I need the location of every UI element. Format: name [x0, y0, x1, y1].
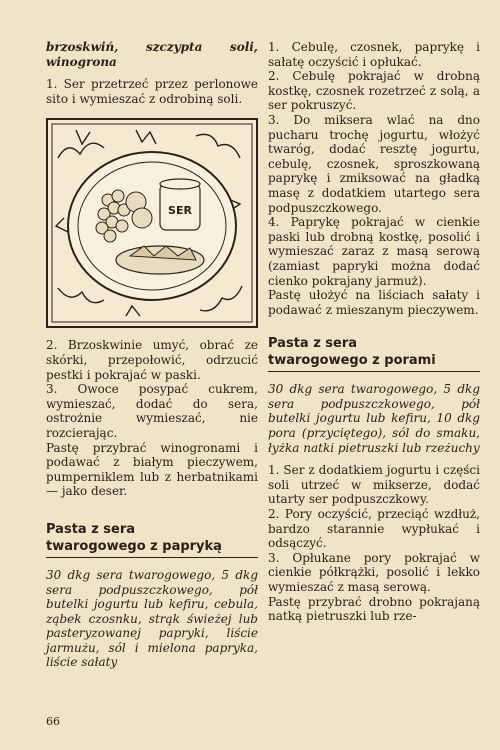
title-rule [46, 557, 258, 558]
recipe-title-line-1: Pasta z sera [268, 336, 358, 352]
recipe-title [46, 521, 258, 555]
intro-ingredients: brzoskwiń, szczypta soli, winogrona [46, 40, 258, 69]
recipe-title-line-2: twarogowego z papryką [46, 538, 222, 554]
step-text: 1. Ser przetrzeć przez perlonowe sito i wymieszać z odrobiną soli. [46, 77, 258, 106]
ingredients-list: 30 dkg sera twarogowego, 5 dkg sera podpuszczkowego, pół butelki jogurtu lub kefiru, 10 dkg pora (przyciętego), sól do smaku, łyżka natki pietruszki lub rzeżuchy [268, 382, 480, 455]
page-number: 66 [46, 715, 60, 728]
recipe-title [268, 335, 480, 369]
recipe-title-line-1: Pasta z sera [46, 521, 136, 537]
step-text: 3. Do miksera wlać na dno pucharu trochę jogurtu, włożyć twaróg, dodać resztę jogurtu, cebulę, czosnek, sproszkowaną paprykę i zmiksować na gładką masę z dodatkiem utartego sera podpuszczkowego. [268, 112, 480, 215]
step-text: Pastę ułożyć na liściach sałaty i podawać z mieszanym pieczywem. [268, 288, 480, 317]
step-text: 3. Opłukane pory pokrajać w cienkie półkrążki, posolić i lekko wymieszać z masą serową. [268, 550, 480, 594]
step-text: 4. Paprykę pokrajać w cienkie paski lub drobną kostkę, posolić i wymieszać zaraz z masą serową (zamiast papryki można dodać cienko pokrajany jarmuż). [268, 215, 480, 288]
step-text: 2. Brzoskwinie umyć, obrać ze skórki, przepołowić, odrzucić pestki i pokrajać w paski. [46, 338, 258, 382]
left-column [46, 40, 258, 670]
recipe-title-line-2: twarogowego z porami [268, 353, 436, 369]
title-rule [268, 371, 480, 372]
ingredients-list: 30 dkg sera twarogowego, 5 dkg sera podpuszczkowego, pół butelki jogurtu lub kefiru, cebula, ząbek czosnku, strąk świeżej lub pasteryzowanej papryki, liście jarmużu, sól i mielona papryka, liście sałaty [46, 567, 258, 670]
cheese-plate-illustration [46, 118, 258, 328]
step-text: 1. Cebulę, czosnek, paprykę i sałatę oczyścić i opłukać. [268, 40, 480, 69]
step-text: 3. Owoce posypać cukrem, wymieszać, dodać do sera, ostrożnie wymieszać, nie rozcierając. [46, 382, 258, 440]
right-column [268, 40, 480, 624]
cheese-jar-label: SER [168, 204, 192, 218]
step-text: Pastę przybrać winogronami i podawać z białym pieczywem, pumperniklem lub z herbatnikami — jako deser. [46, 440, 258, 499]
step-text: Pastę przybrać drobno pokrajaną natką pietruszki lub rze- [268, 594, 480, 624]
step-text: 2. Cebulę pokrajać w drobną kostkę, czosnek rozetrzeć z solą, a ser pokruszyć. [268, 69, 480, 113]
step-text: 1. Ser z dodatkiem jogurtu i części soli utrzeć w mikserze, dodać utarty ser podpuszczkowy. [268, 463, 480, 507]
step-text: 2. Pory oczyścić, przeciąć wzdłuż, bardzo starannie wypłukać i odsączyć. [268, 507, 480, 551]
